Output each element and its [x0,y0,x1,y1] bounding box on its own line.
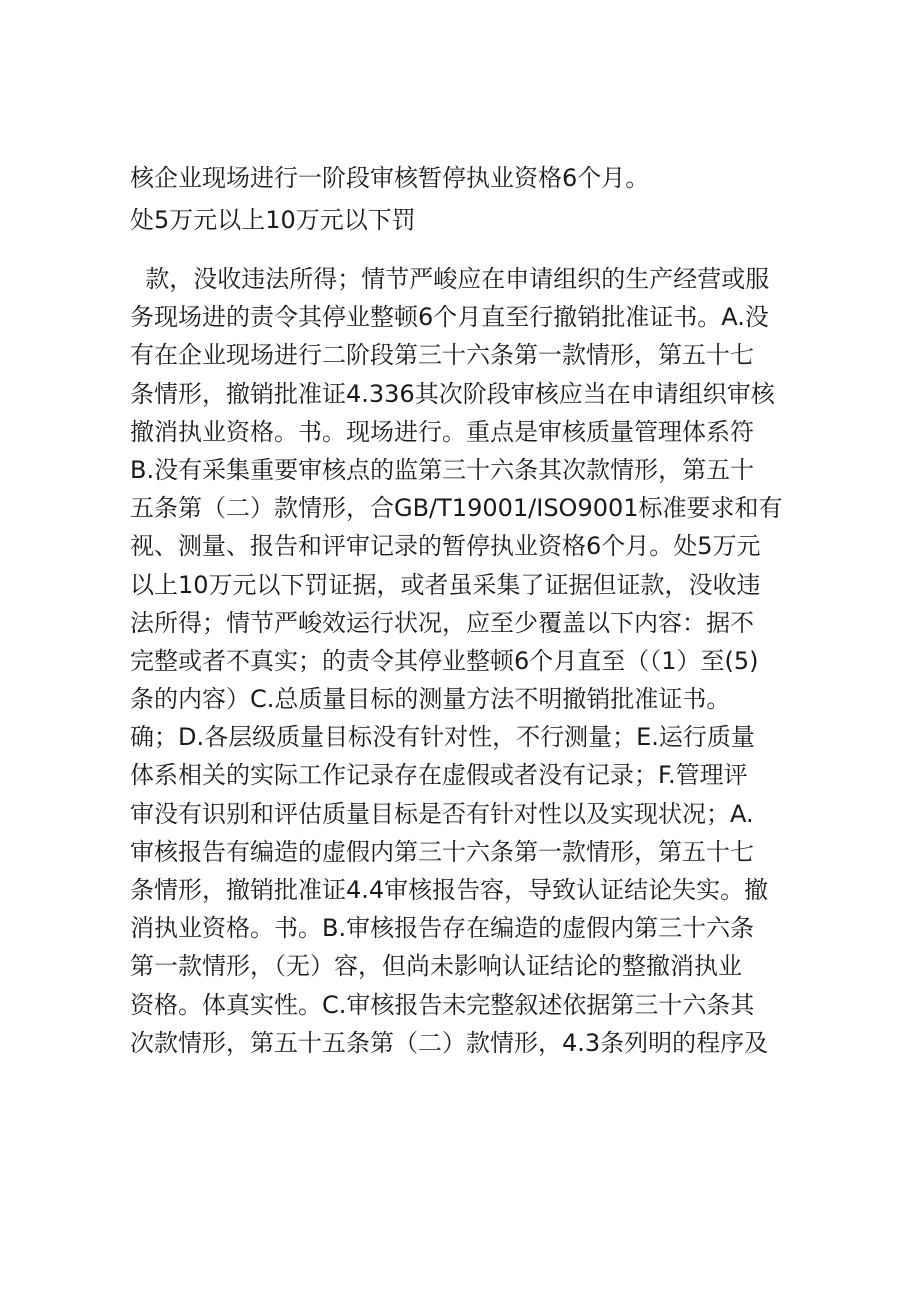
text-line: 完整或者不真实；的责令其停业整顿6个月直至（（1）至(5) [130,646,759,675]
text-line: 以上10万元以下罚证据，或者虽采集了证据但证款，没收违 [130,570,761,599]
text-line: 处5万元以上10万元以下罚 [130,206,416,234]
text-line: 撤消执业资格。书。现场进行。重点是审核质量管理体系符 [130,417,754,446]
text-line: 法所得；情节严峻效运行状况，应至少覆盖以下内容：据不 [130,608,754,637]
text-line: 体系相关的实际工作记录存在虚假或者没有记录；F.管理评 [130,761,748,790]
text-line: 审没有识别和评估质量目标是否有针对性以及实现状况；A. [130,799,754,828]
text-line: 审核报告有编造的虚假内第三十六条第一款情形，第五十七 [130,837,754,866]
text-line: 务现场进的责令其停业整顿6个月直至行撤销批准证书。A.没 [130,303,769,332]
text-line: 款，没收违法所得；情节严峻应在申请组织的生产经营或服 [130,265,770,293]
text-line: 条的内容）C.总质量目标的测量方法不明撤销批准证书。 [130,685,731,714]
text-line: 确；D.各层级质量目标没有针对性，不行测量；E.运行质量 [130,723,755,752]
text-line: 条情形，撤销批准证4.336其次阶段审核应当在申请组织审核 [130,379,775,408]
text-line: 核企业现场进行一阶段审核暂停执业资格6个月。 [130,164,650,192]
text-line: 消执业资格。书。B.审核报告存在编造的虚假内第三十六条 [130,914,755,943]
text-line: 次款情形，第五十五条第（二）款情形，4.3条列明的程序及 [130,1028,769,1057]
body-text-block [130,260,800,1062]
text-line: B.没有采集重要审核点的监第三十六条其次款情形，第五十 [130,455,755,484]
top-text-block [130,157,830,241]
text-line: 五条第（二）款情形，合GB/T19001/ISO9001标准要求和有 [130,494,783,523]
text-line: 条情形，撤销批准证4.4审核报告容，导致认证结论失实。撤 [130,876,769,904]
text-line: 第一款情形，（无）容，但尚未影响认证结论的整撤消执业 [130,952,742,981]
text-line: 视、测量、报告和评审记录的暂停执业资格6个月。处5万元 [130,532,761,561]
text-line: 资格。体真实性。C.审核报告未完整叙述依据第三十六条其 [130,990,755,1019]
text-line: 有在企业现场进行二阶段第三十六条第一款情形，第五十七 [130,341,754,370]
